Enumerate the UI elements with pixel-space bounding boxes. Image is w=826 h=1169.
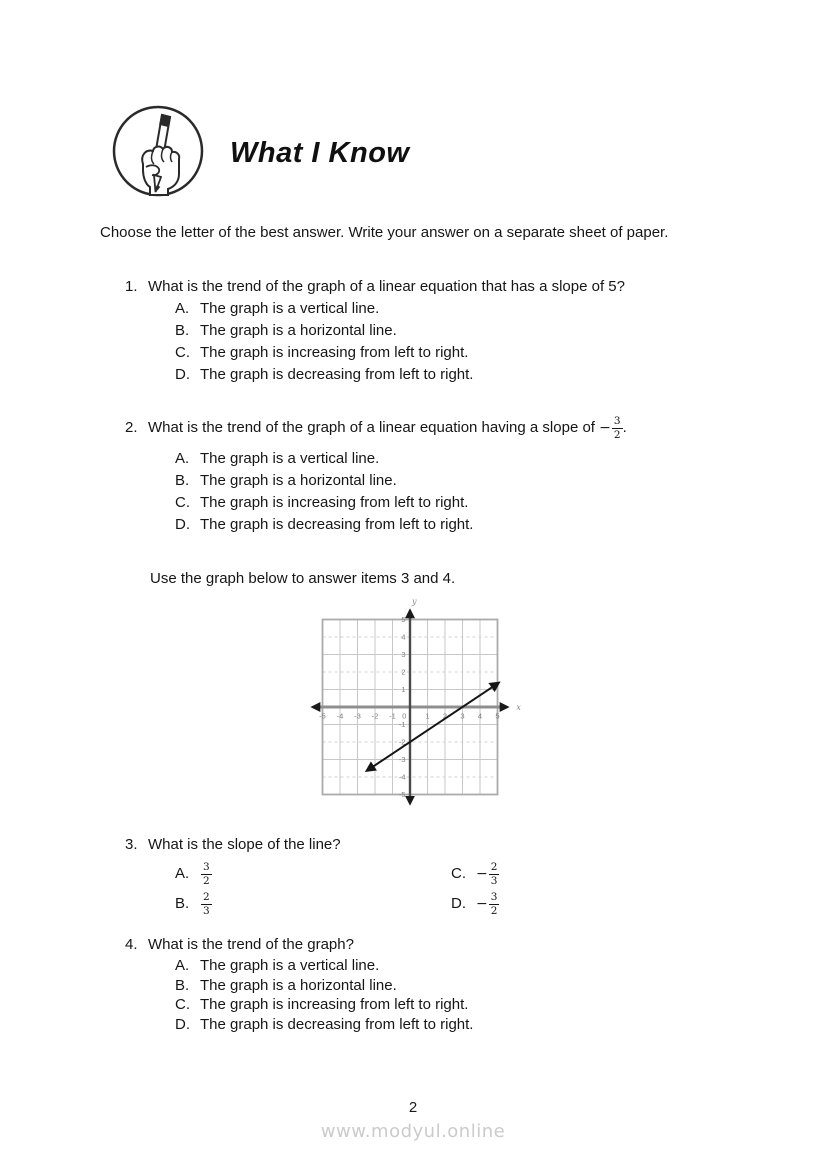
question-text: What is the trend of the graph? xyxy=(148,936,354,953)
option-text: The graph is a vertical line. xyxy=(200,300,380,317)
y-tick-label: 3 xyxy=(401,650,406,660)
option-letter: A. xyxy=(175,450,190,468)
q3-option-a xyxy=(175,859,451,889)
x-tick-label: 4 xyxy=(477,711,483,721)
option-text: The graph is a horizontal line. xyxy=(200,976,397,994)
y-tick-label: 1 xyxy=(401,685,406,695)
q3-option-b xyxy=(175,889,451,919)
hand-holding-pencil-icon xyxy=(110,103,206,204)
y-tick-label: -4 xyxy=(398,772,406,782)
q4-option-d xyxy=(125,1015,745,1035)
question-4 xyxy=(125,934,745,1034)
question-2 xyxy=(125,414,745,536)
question-number: 2. xyxy=(125,419,138,436)
x-tick-label: -2 xyxy=(371,711,379,721)
x-tick-label: 5 xyxy=(495,711,500,721)
graph-figure xyxy=(292,597,528,822)
watermark: www.modyul.online xyxy=(320,1121,506,1142)
graph-note: Use the graph below to answer items 3 and 4. xyxy=(150,570,456,587)
option-letter: D. xyxy=(175,366,190,383)
x-tick-label: -3 xyxy=(354,711,361,721)
q2-option-d xyxy=(125,514,745,536)
q4-options xyxy=(125,956,745,1034)
question-text: What is the slope of the line? xyxy=(148,836,341,853)
q1-option-c xyxy=(125,342,745,364)
q4-option-b xyxy=(125,976,745,996)
option-letter: C. xyxy=(175,344,190,361)
question-4-stem xyxy=(125,934,745,956)
question-3-stem xyxy=(125,834,745,856)
option-letter: D. xyxy=(451,895,466,912)
x-tick-label: -4 xyxy=(336,711,344,721)
instruction-text: Choose the letter of the best answer. Write your answer on a separate sheet of paper. xyxy=(100,224,669,241)
option-letter: B. xyxy=(175,472,190,490)
coordinate-plane-graph xyxy=(292,597,528,817)
period: . xyxy=(622,419,627,436)
x-axis-label: x xyxy=(516,703,521,712)
question-text: What is the trend of the graph of a linear equation having a slope of xyxy=(148,419,595,436)
option-text: The graph is decreasing from left to right. xyxy=(200,366,474,383)
q2-options xyxy=(125,448,745,536)
y-tick-label: -2 xyxy=(398,737,406,747)
option-letter: B. xyxy=(175,322,190,339)
q2-option-b xyxy=(125,470,745,492)
y-tick-label: -5 xyxy=(398,790,406,800)
y-tick-label: -3 xyxy=(398,755,406,765)
question-number: 1. xyxy=(125,278,138,295)
question-text: What is the trend of the graph of a linear equation that has a slope of 5? xyxy=(148,278,625,295)
page-number: 2 xyxy=(408,1099,418,1116)
fraction: $\frac{2}{3}$ xyxy=(490,861,498,887)
q1-option-d xyxy=(125,364,745,386)
y-tick-label: 5 xyxy=(401,615,406,625)
plotted-line xyxy=(367,683,498,771)
y-tick-label: 2 xyxy=(401,667,406,677)
x-tick-label: 2 xyxy=(442,711,448,721)
option-text: The graph is a horizontal line. xyxy=(200,472,397,490)
fraction: $\frac{3}{2}$ xyxy=(490,891,498,917)
question-2-stem xyxy=(125,414,745,442)
question-1 xyxy=(125,276,745,386)
q1-option-b xyxy=(125,320,745,342)
option-letter: C. xyxy=(451,865,466,882)
x-tick-label: 1 xyxy=(425,711,430,721)
option-letter: A. xyxy=(175,300,190,317)
y-tick-label: 4 xyxy=(401,632,406,642)
header xyxy=(110,103,409,204)
option-letter: B. xyxy=(175,895,190,912)
x-tick-label: 0 xyxy=(402,711,407,721)
q2-option-a xyxy=(125,448,745,470)
question-3 xyxy=(125,834,745,919)
x-tick-label: 3 xyxy=(460,711,465,721)
minus-sign: − xyxy=(599,420,611,437)
option-text: The graph is increasing from left to right. xyxy=(200,344,469,361)
option-text: The graph is decreasing from left to right. xyxy=(200,1015,474,1033)
question-number: 3. xyxy=(125,836,138,853)
option-text: The graph is increasing from left to right. xyxy=(200,494,469,512)
q4-option-c xyxy=(125,995,745,1015)
option-letter: A. xyxy=(175,865,190,882)
page-title: What I Know xyxy=(230,137,410,169)
option-letter: B. xyxy=(175,976,190,994)
option-text: The graph is a vertical line. xyxy=(200,957,380,974)
option-letter: C. xyxy=(175,494,190,512)
sign: − xyxy=(476,866,488,882)
y-tick-label: -1 xyxy=(398,720,406,730)
option-letter: D. xyxy=(175,1015,190,1033)
option-text: The graph is a horizontal line. xyxy=(200,322,397,339)
option-text: The graph is decreasing from left to right. xyxy=(200,516,474,534)
option-text: The graph is a vertical line. xyxy=(200,450,380,468)
q3-option-c xyxy=(451,859,651,889)
q3-option-d xyxy=(451,889,651,919)
option-letter: D. xyxy=(175,516,190,534)
x-tick-label: -5 xyxy=(319,711,326,721)
q3-options xyxy=(175,859,745,919)
question-number: 4. xyxy=(125,936,138,953)
question-1-stem xyxy=(125,276,745,298)
q4-option-a xyxy=(125,956,745,976)
option-letter: C. xyxy=(175,996,190,1013)
y-axis-label: y xyxy=(412,597,417,606)
option-letter: A. xyxy=(175,957,190,974)
fraction: $\frac{2}{3}$ xyxy=(203,891,210,917)
option-text: The graph is increasing from left to right. xyxy=(200,996,469,1013)
fraction: $\frac{3}{2}$ xyxy=(613,415,621,441)
q1-option-a xyxy=(125,298,745,320)
fraction: $\frac{3}{2}$ xyxy=(203,861,210,887)
q2-option-c xyxy=(125,492,745,514)
x-tick-label: -1 xyxy=(389,711,396,721)
sign: − xyxy=(476,896,488,912)
